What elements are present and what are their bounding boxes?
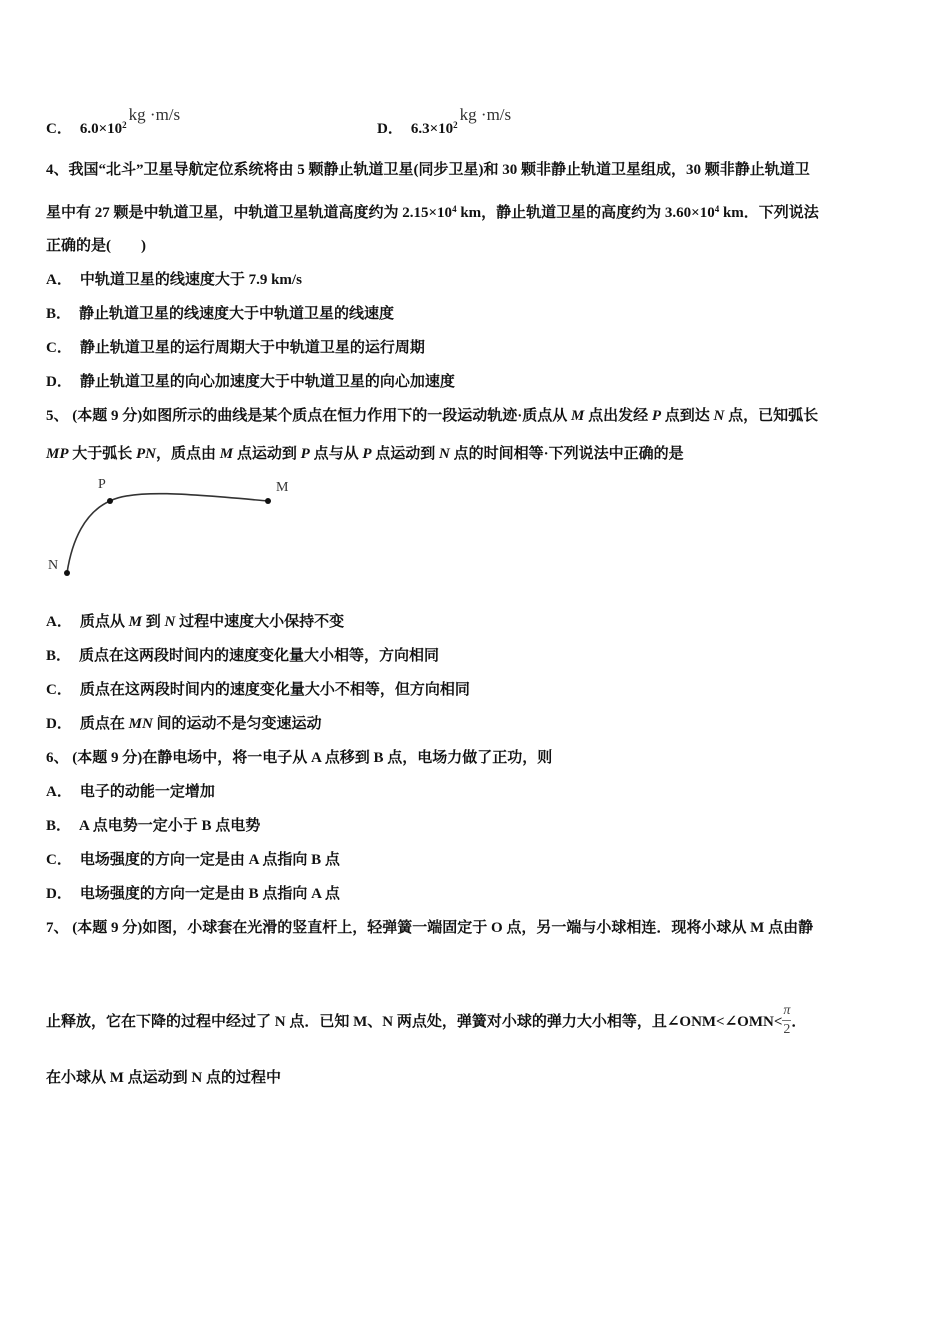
option-label: B． (46, 818, 72, 834)
text: 过程中速度大小保持不变 (175, 614, 345, 630)
text: 点运动到 (233, 446, 301, 462)
option-text: 质点在这两段时间内的速度变化量大小相等，方向相同 (79, 648, 440, 664)
q4-option-d (46, 372, 455, 392)
option-text: 中轨道卫星的线速度大于 7.9 km/s (79, 272, 302, 288)
option-label: A． (46, 614, 72, 630)
option-label: D． (377, 121, 403, 137)
option-text: 静止轨道卫星的运行周期大于中轨道卫星的运行周期 (79, 340, 425, 356)
unit: kg ·m/s (459, 105, 512, 124)
option-label: A． (46, 784, 72, 800)
text: 质点在 (79, 716, 129, 732)
trajectory-figure (40, 470, 310, 585)
label-n: N (48, 558, 59, 573)
fraction-numerator: π (782, 1004, 791, 1021)
text: 间的运动不是匀变速运动 (152, 716, 322, 732)
text: 点到达 (661, 408, 714, 424)
var-m: M (128, 614, 142, 630)
option-value: 6.0×10 (79, 121, 123, 137)
point-p (107, 498, 113, 504)
unit: kg ·m/s (128, 105, 181, 124)
q4-stem-line2 (46, 198, 819, 223)
exponent: 2 (122, 120, 127, 130)
q5-option-d (46, 714, 322, 734)
q6-option-d (46, 884, 340, 904)
var-mp: MP (46, 446, 69, 462)
q7-stem-line3: 在小球从 M 点运动到 N 点的过程中 (46, 1070, 281, 1086)
var-n: N (439, 446, 450, 462)
q6-option-c (46, 850, 340, 870)
q7-stem-line1: 7、 (本题 9 分)如图，小球套在光滑的竖直杆上，轻弹簧一端固定于 O 点，另一端与小球相连．现将小球从 M 点由静 (46, 920, 814, 936)
var-m: M (219, 446, 234, 462)
text: ． (791, 1013, 807, 1030)
var-n: N (164, 614, 176, 630)
option-label: A． (46, 272, 72, 288)
option-label: B． (46, 306, 72, 322)
var-p: P (362, 446, 372, 462)
q4-stem-line1: 4、我国“北斗”卫星导航定位系统将由 5 颗静止轨道卫星(同步卫星)和 30 颗非静止轨道卫星组成，30 颗非静止轨道卫 (46, 162, 810, 178)
text: 点与从 (309, 446, 363, 462)
point-m (265, 498, 271, 504)
text: km．下列说法 (719, 205, 819, 221)
q6-stem: 6、 (本题 9 分)在静电场中，将一电子从 A 点移到 B 点，电场力做了正功，则 (46, 750, 553, 766)
var-m: M (571, 408, 585, 424)
fraction-denominator: 2 (783, 1022, 791, 1037)
option-label: B． (46, 648, 72, 664)
text: 到 (141, 614, 165, 630)
option-text: A 点电势一定小于 B 点电势 (79, 818, 261, 834)
text: km，静止轨道卫星的高度约为 3.60×10 (456, 205, 715, 221)
text: 大于弧长 (68, 446, 137, 462)
text: 止释放，它在下降的过程中经过了 N 点．已知 M、N 两点处，弹簧对小球的弹力大小相等，且∠ONM<∠OMN< (46, 1013, 783, 1030)
option-label: C． (46, 340, 72, 356)
option-label: C． (46, 682, 72, 698)
q5-option-c (46, 680, 470, 700)
q5-stem-line1 (46, 406, 818, 426)
label-p: P (98, 477, 106, 492)
var-pn: PN (136, 446, 157, 462)
option-text: 静止轨道卫星的线速度大于中轨道卫星的线速度 (79, 306, 395, 322)
label-m: M (276, 480, 289, 495)
q5-option-a (46, 612, 344, 632)
var-mn: MN (128, 716, 153, 732)
q4-option-a (46, 270, 302, 290)
option-label: D． (46, 374, 72, 390)
exponent: 4 (452, 204, 457, 214)
fraction-pi-over-2 (782, 1004, 791, 1037)
var-p: P (300, 446, 310, 462)
q3-option-d (377, 105, 512, 139)
q5-stem-line2 (46, 444, 684, 464)
q4-option-c (46, 338, 425, 358)
text: 点，已知弧长 (724, 408, 819, 424)
var-n: N (713, 408, 725, 424)
q6-option-b (46, 816, 260, 836)
q3-option-c (46, 105, 181, 139)
q4-option-b (46, 304, 394, 324)
trajectory-curve (67, 494, 268, 573)
text: 星中有 27 颗是中轨道卫星，中轨道卫星轨道高度约为 2.15×10 (46, 205, 453, 221)
option-text: 静止轨道卫星的向心加速度大于中轨道卫星的向心加速度 (79, 374, 455, 390)
text: 5、 (本题 9 分)如图所示的曲线是某个质点在恒力作用下的一段运动轨迹·质点从 (46, 408, 571, 424)
option-text: 电子的动能一定增加 (79, 784, 215, 800)
text: 点运动到 (371, 446, 440, 462)
var-p: P (651, 408, 662, 424)
option-label: C． (46, 121, 72, 137)
q4-stem-line3: 正确的是( ) (46, 238, 146, 254)
q6-option-a (46, 782, 215, 802)
text: ，质点由 (156, 446, 220, 462)
text: 点的时间相等·下列说法中正确的是 (449, 446, 684, 462)
option-text: 质点在这两段时间内的速度变化量大小不相等，但方向相同 (79, 682, 470, 698)
option-value: 6.3×10 (410, 121, 454, 137)
option-text: 电场强度的方向一定是由 A 点指向 B 点 (79, 852, 340, 868)
text: 质点从 (79, 614, 129, 630)
option-label: C． (46, 852, 72, 868)
text: 点出发经 (584, 408, 652, 424)
exponent: 4 (714, 204, 720, 214)
option-label: D． (46, 716, 72, 732)
q5-option-b (46, 646, 439, 666)
option-label: D． (46, 886, 72, 902)
option-text: 电场强度的方向一定是由 B 点指向 A 点 (79, 886, 340, 902)
q7-stem-line2 (46, 1003, 807, 1039)
exponent: 2 (453, 120, 458, 130)
point-n (64, 570, 70, 576)
